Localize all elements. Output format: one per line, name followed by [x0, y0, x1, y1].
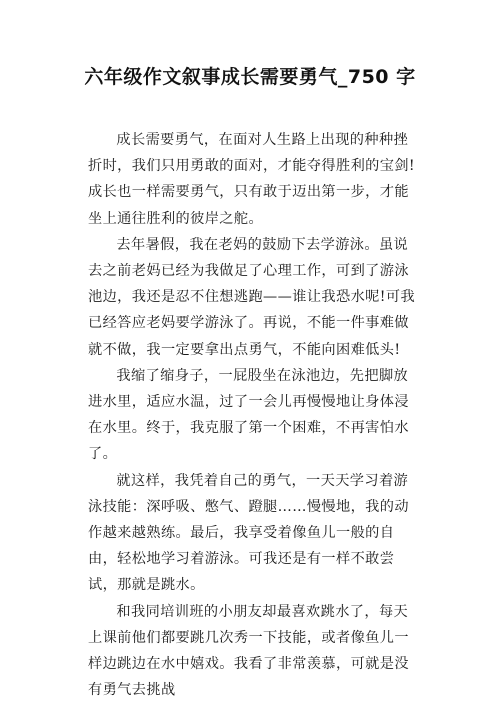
paragraph-3: 我缩了缩身子，一屁股坐在泳池边，先把脚放进水里，适应水温，过了一会儿再慢慢地让身体浸在水里。终于，我克服了第一个困难，不再害怕水了。 [88, 367, 409, 463]
document-title: 六年级作文叙事成长需要勇气_750 字 [84, 66, 416, 88]
paragraph-4: 就这样，我凭着自己的勇气，一天天学习着游泳技能：深呼吸、憋气、蹬腿……慢慢地，我的动作越来越熟练。最后，我享受着像鱼儿一般的自由，轻松地学习着游泳。可我还是有一样不敢尝试，那就是跳水。 [88, 472, 409, 594]
paragraph-5: 和我同培训班的小朋友却最喜欢跳水了，每天上课前他们都要跳几次秀一下技能，或者像鱼儿一样边跳边在水中嬉戏。我看了非常羡慕，可就是没有勇气去挑战 [88, 603, 409, 699]
paragraph-1: 成长需要勇气，在面对人生路上出现的种种挫折时，我们只用勇敢的面对，才能夺得胜利的宝剑!成长也一样需要勇气，只有敢于迈出第一步，才能坐上通往胜利的彼岸之舵。 [88, 132, 416, 227]
document-body [88, 127, 420, 703]
paragraph-2: 去年暑假，我在老妈的鼓励下去学游泳。虽说去之前老妈已经为我做足了心理工作，可到了游泳池边，我还是忍不住想逃跑——谁让我恐水呢!可我已经答应老妈要学游泳了。再说，不能一件事难做就不做，我一定要拿出点勇气，不能向困难低头! [88, 236, 416, 358]
